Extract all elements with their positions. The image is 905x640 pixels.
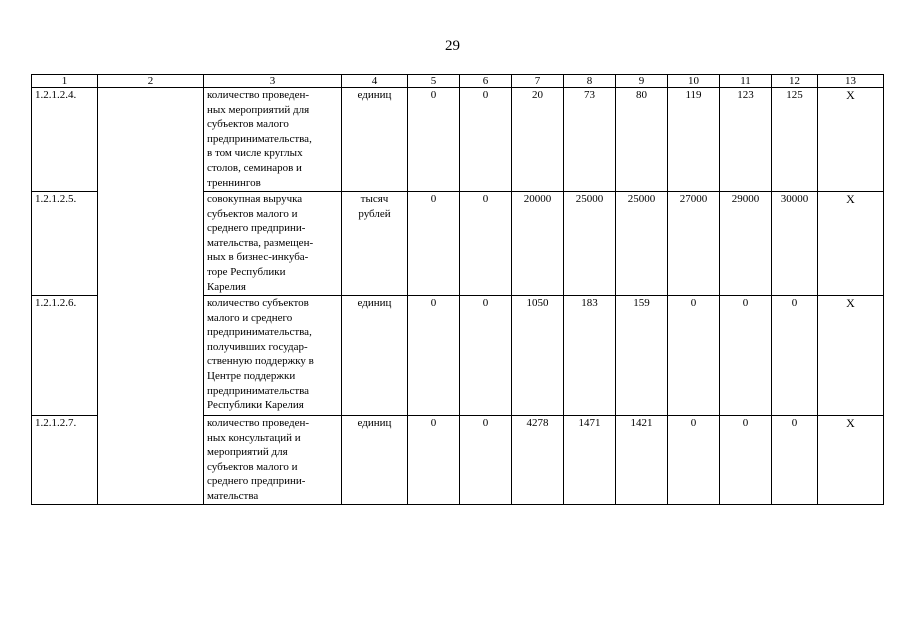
- value-cell: 1471: [564, 416, 616, 505]
- column-header: 13: [818, 75, 884, 88]
- value-cell: 25000: [564, 192, 616, 296]
- column-header: 1: [32, 75, 98, 88]
- value-cell: 30000: [772, 192, 818, 296]
- column-number-row: [32, 75, 884, 88]
- value-cell: 1421: [616, 416, 668, 505]
- indicators-table: [31, 74, 884, 505]
- value-cell: 25000: [616, 192, 668, 296]
- value-cell: 125: [772, 88, 818, 192]
- unit-cell: единиц: [342, 416, 408, 505]
- column-header: 2: [98, 75, 204, 88]
- value-cell: 0: [460, 416, 512, 505]
- indicator-description: количество субъектов малого и среднего предпринимательства, получивших государ- ственную поддержку в Центре поддержки предпринимательства Республики Карелия: [204, 296, 342, 416]
- value-cell: 123: [720, 88, 772, 192]
- table-row: [32, 88, 884, 192]
- value-cell: 73: [564, 88, 616, 192]
- row-code: 1.2.1.2.4.: [32, 88, 98, 192]
- value-cell: 159: [616, 296, 668, 416]
- column-header: 6: [460, 75, 512, 88]
- value-cell: 20000: [512, 192, 564, 296]
- value-cell: 0: [408, 296, 460, 416]
- column-header: 5: [408, 75, 460, 88]
- column-header: 8: [564, 75, 616, 88]
- row-code: 1.2.1.2.7.: [32, 416, 98, 505]
- page-number: 29: [445, 38, 460, 54]
- column-header: 9: [616, 75, 668, 88]
- value-cell: 20: [512, 88, 564, 192]
- value-cell: 0: [460, 192, 512, 296]
- column-header: 4: [342, 75, 408, 88]
- row-code: 1.2.1.2.5.: [32, 192, 98, 296]
- value-cell: 4278: [512, 416, 564, 505]
- value-cell: 0: [408, 192, 460, 296]
- value-cell: 0: [408, 88, 460, 192]
- column-header: 12: [772, 75, 818, 88]
- value-cell: 0: [668, 296, 720, 416]
- column-header: 10: [668, 75, 720, 88]
- row-group-cell: [98, 88, 204, 505]
- mark-cell: Х: [818, 88, 884, 192]
- value-cell: 29000: [720, 192, 772, 296]
- value-cell: 0: [772, 416, 818, 505]
- column-header: 11: [720, 75, 772, 88]
- unit-cell: тысяч рублей: [342, 192, 408, 296]
- indicator-description: совокупная выручка субъектов малого и среднего предприни- мательства, размещен- ных в бизнес-инкуба- торе Республики Карелия: [204, 192, 342, 296]
- column-header: 7: [512, 75, 564, 88]
- mark-cell: Х: [818, 296, 884, 416]
- value-cell: 0: [408, 416, 460, 505]
- indicator-description: количество проведен- ных консультаций и мероприятий для субъектов малого и среднего предприни- мательства: [204, 416, 342, 505]
- value-cell: 183: [564, 296, 616, 416]
- value-cell: 119: [668, 88, 720, 192]
- value-cell: 0: [720, 416, 772, 505]
- value-cell: 0: [772, 296, 818, 416]
- unit-cell: единиц: [342, 296, 408, 416]
- indicator-description: количество проведен- ных мероприятий для субъектов малого предпринимательства, в том числе круглых столов, семинаров и треннингов: [204, 88, 342, 192]
- row-code: 1.2.1.2.6.: [32, 296, 98, 416]
- value-cell: 0: [668, 416, 720, 505]
- value-cell: 0: [460, 296, 512, 416]
- column-header: 3: [204, 75, 342, 88]
- value-cell: 0: [720, 296, 772, 416]
- mark-cell: Х: [818, 192, 884, 296]
- value-cell: 0: [460, 88, 512, 192]
- value-cell: 80: [616, 88, 668, 192]
- unit-cell: единиц: [342, 88, 408, 192]
- mark-cell: Х: [818, 416, 884, 505]
- value-cell: 1050: [512, 296, 564, 416]
- value-cell: 27000: [668, 192, 720, 296]
